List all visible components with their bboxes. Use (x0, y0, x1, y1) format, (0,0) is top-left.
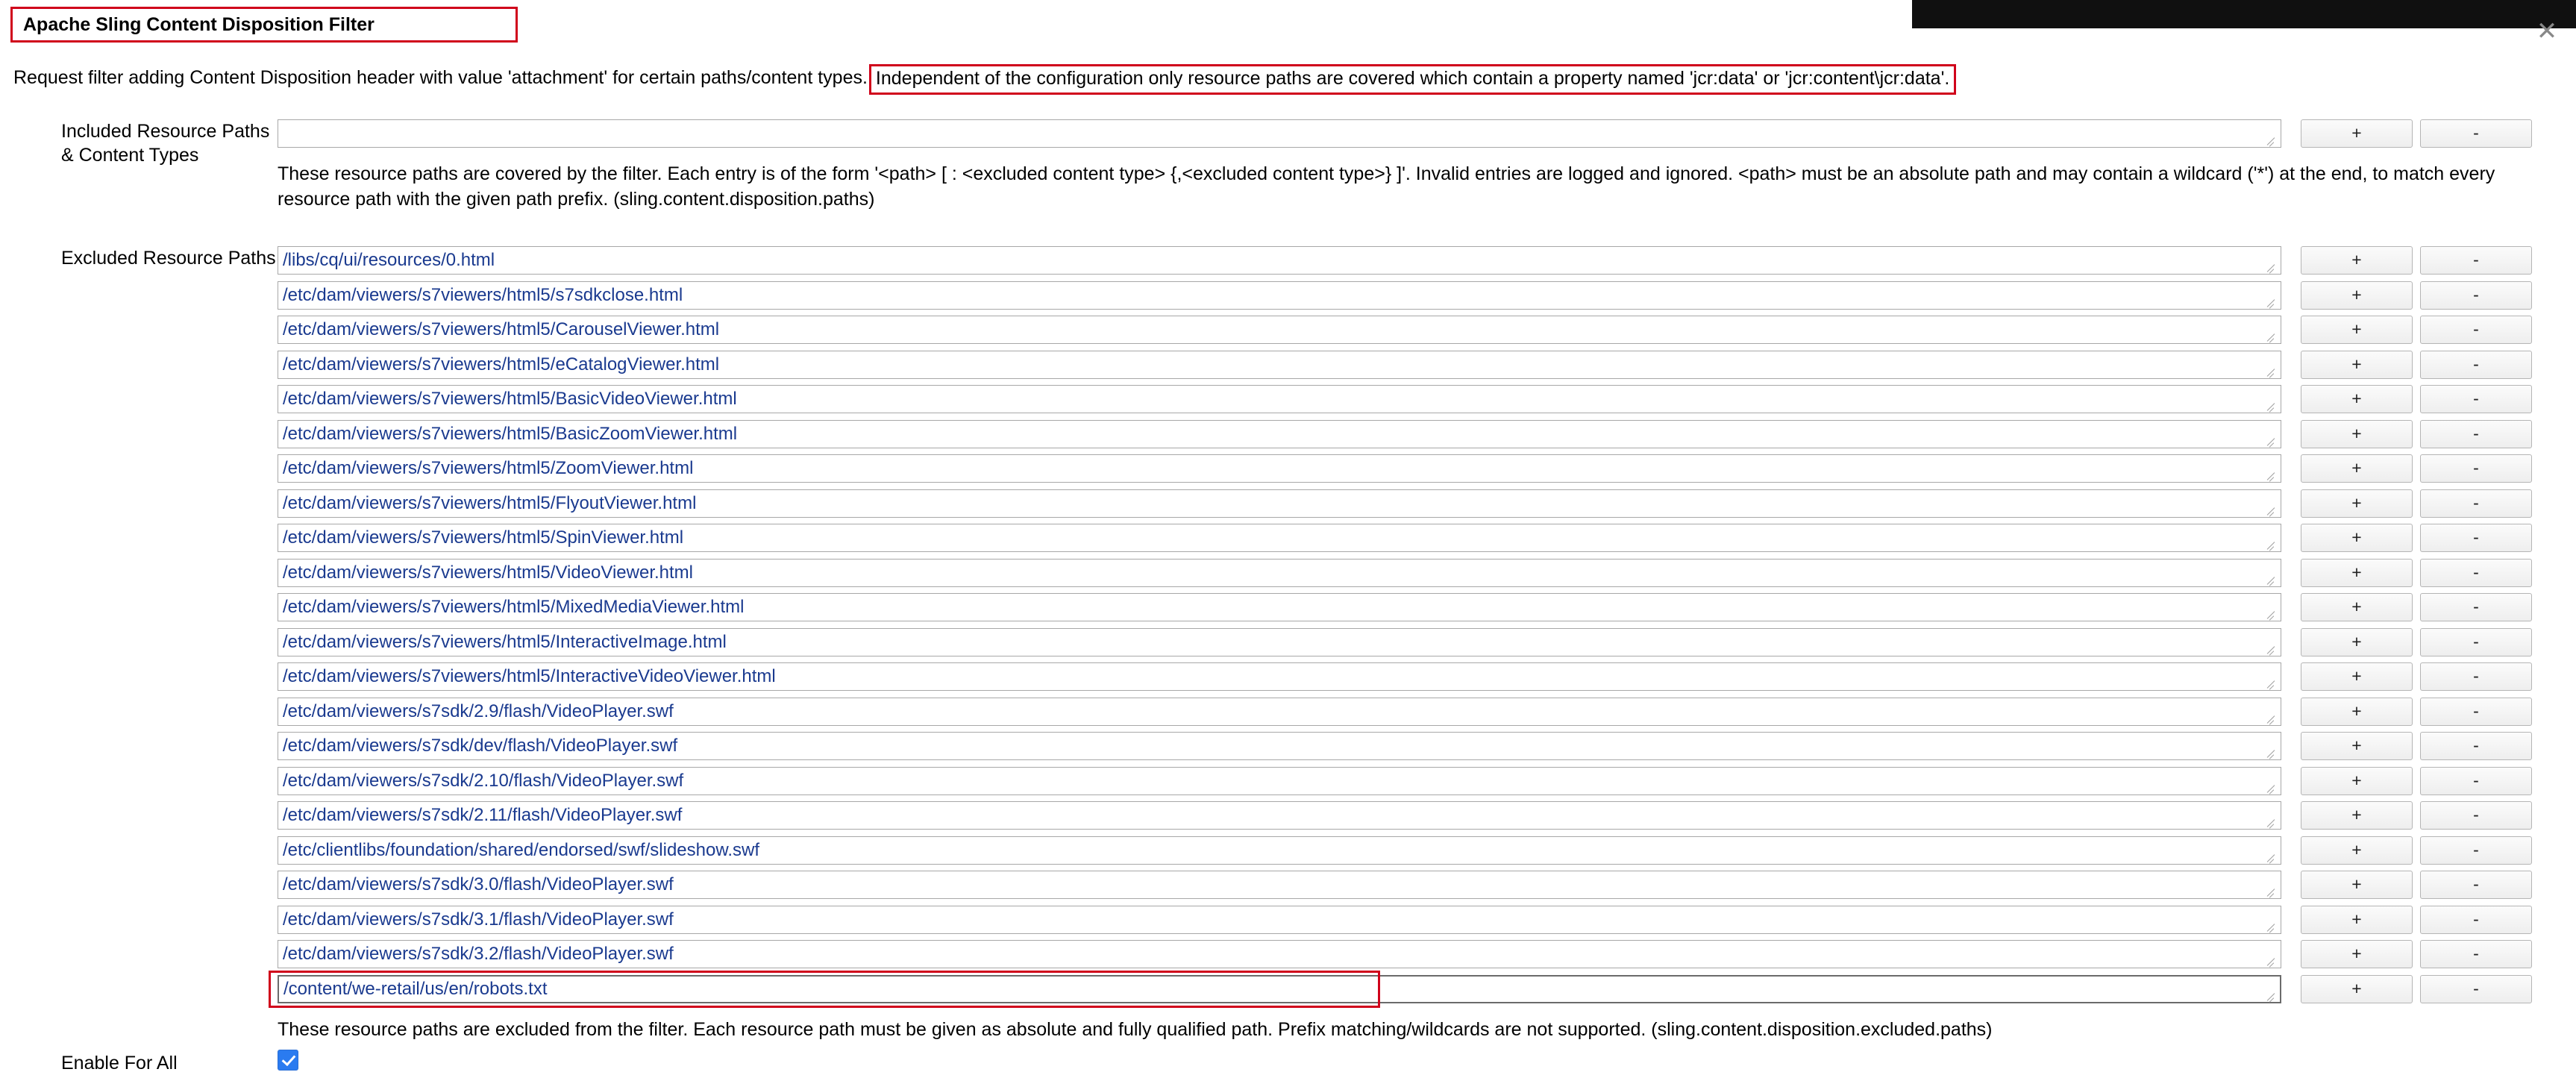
add-excluded-path-button[interactable]: + (2301, 593, 2413, 621)
remove-excluded-path-button[interactable]: - (2420, 489, 2532, 518)
add-excluded-path-button[interactable]: + (2301, 732, 2413, 760)
remove-excluded-path-button[interactable]: - (2420, 871, 2532, 899)
remove-excluded-path-button[interactable]: - (2420, 281, 2532, 310)
add-excluded-path-button[interactable]: + (2301, 698, 2413, 726)
excluded-path-input[interactable] (278, 559, 2281, 587)
page-title: Apache Sling Content Disposition Filter (23, 14, 375, 35)
field-row-included-paths (0, 119, 2576, 246)
add-excluded-path-button[interactable]: + (2301, 628, 2413, 656)
excluded-path-input[interactable] (278, 801, 2281, 830)
remove-excluded-path-button[interactable]: - (2420, 906, 2532, 934)
excluded-paths-row (278, 281, 2538, 316)
excluded-path-input[interactable] (278, 246, 2281, 275)
excluded-paths-row (278, 593, 2538, 627)
excluded-path-input[interactable] (278, 454, 2281, 483)
excluded-paths-label: Excluded Resource Paths (61, 248, 276, 269)
excluded-path-input[interactable] (278, 385, 2281, 413)
window-titlebar-fragment (1912, 0, 2576, 28)
excluded-path-input[interactable] (278, 732, 2281, 760)
add-excluded-path-button[interactable]: + (2301, 281, 2413, 310)
remove-excluded-path-button[interactable]: - (2420, 732, 2532, 760)
included-paths-input[interactable] (278, 119, 2281, 148)
excluded-paths-row (278, 975, 2538, 1009)
excluded-paths-row (278, 489, 2538, 524)
excluded-paths-row (278, 662, 2538, 697)
enable-for-all-label: Enable For All (61, 1053, 178, 1074)
add-excluded-path-button[interactable]: + (2301, 975, 2413, 1003)
remove-included-path-button[interactable]: - (2420, 119, 2532, 148)
excluded-paths-row (278, 767, 2538, 801)
add-excluded-path-button[interactable]: + (2301, 559, 2413, 587)
excluded-path-input[interactable] (278, 836, 2281, 865)
remove-excluded-path-button[interactable]: - (2420, 662, 2532, 691)
panel-title-highlight (10, 7, 518, 43)
panel-description-highlight: Independent of the configuration only resource paths are covered which contain a property named 'jcr:data' or 'jcr:content\jcr:data'. (869, 64, 1956, 95)
remove-excluded-path-button[interactable]: - (2420, 698, 2532, 726)
excluded-paths-row (278, 316, 2538, 350)
excluded-path-input[interactable] (278, 698, 2281, 726)
remove-excluded-path-button[interactable]: - (2420, 767, 2532, 795)
remove-excluded-path-button[interactable]: - (2420, 351, 2532, 379)
excluded-path-input[interactable] (278, 940, 2281, 968)
add-excluded-path-button[interactable]: + (2301, 871, 2413, 899)
excluded-path-input[interactable] (278, 593, 2281, 621)
remove-excluded-path-button[interactable]: - (2420, 246, 2532, 275)
excluded-paths-row (278, 246, 2538, 280)
excluded-paths-row (278, 420, 2538, 454)
excluded-path-input[interactable] (278, 975, 2281, 1003)
excluded-paths-row (278, 559, 2538, 593)
enable-for-all-checkbox[interactable] (278, 1050, 298, 1071)
included-paths-help: These resource paths are covered by the filter. Each entry is of the form '<path> [ : <excluded content type> {,<excluded content type>} ]'. Invalid entries are logged and ignored. <path> must be an absolute path and may contain a wildcard ('*') at the end, to match every resource path with the given path prefix. (sling.content.disposition.paths) (278, 163, 2495, 210)
excluded-paths-row (278, 732, 2538, 766)
add-excluded-path-button[interactable]: + (2301, 524, 2413, 552)
add-excluded-path-button[interactable]: + (2301, 420, 2413, 448)
excluded-paths-row (278, 628, 2538, 662)
excluded-paths-row (278, 454, 2538, 489)
panel-description-text: Request filter adding Content Disposition header with value 'attachment' for certain paths/content types. (13, 67, 868, 88)
excluded-paths-row (278, 940, 2538, 974)
add-included-path-button[interactable]: + (2301, 119, 2413, 148)
remove-excluded-path-button[interactable]: - (2420, 385, 2532, 413)
excluded-path-input[interactable] (278, 489, 2281, 518)
excluded-path-input[interactable] (278, 316, 2281, 344)
field-row-excluded-paths (0, 246, 2576, 1050)
add-excluded-path-button[interactable]: + (2301, 801, 2413, 830)
excluded-path-input[interactable] (278, 906, 2281, 934)
add-excluded-path-button[interactable]: + (2301, 385, 2413, 413)
included-paths-label: Included Resource Paths & Content Types (61, 121, 270, 166)
remove-excluded-path-button[interactable]: - (2420, 420, 2532, 448)
excluded-path-input[interactable] (278, 662, 2281, 691)
add-excluded-path-button[interactable]: + (2301, 767, 2413, 795)
config-form (0, 119, 2576, 1074)
remove-excluded-path-button[interactable]: - (2420, 836, 2532, 865)
remove-excluded-path-button[interactable]: - (2420, 593, 2532, 621)
remove-excluded-path-button[interactable]: - (2420, 316, 2532, 344)
remove-excluded-path-button[interactable]: - (2420, 975, 2532, 1003)
excluded-path-input[interactable] (278, 628, 2281, 656)
excluded-path-input[interactable] (278, 524, 2281, 552)
add-excluded-path-button[interactable]: + (2301, 246, 2413, 275)
excluded-path-input[interactable] (278, 351, 2281, 379)
remove-excluded-path-button[interactable]: - (2420, 524, 2532, 552)
excluded-paths-row (278, 906, 2538, 940)
excluded-path-input[interactable] (278, 420, 2281, 448)
excluded-path-input[interactable] (278, 281, 2281, 310)
excluded-paths-row (278, 524, 2538, 558)
add-excluded-path-button[interactable]: + (2301, 351, 2413, 379)
add-excluded-path-button[interactable]: + (2301, 940, 2413, 968)
remove-excluded-path-button[interactable]: - (2420, 559, 2532, 587)
add-excluded-path-button[interactable]: + (2301, 662, 2413, 691)
excluded-paths-row (278, 801, 2538, 836)
add-excluded-path-button[interactable]: + (2301, 454, 2413, 483)
panel-description (13, 64, 2550, 94)
close-icon[interactable]: ✕ (2536, 16, 2558, 46)
add-excluded-path-button[interactable]: + (2301, 836, 2413, 865)
excluded-path-input[interactable] (278, 767, 2281, 795)
excluded-paths-row (278, 351, 2538, 385)
add-excluded-path-button[interactable]: + (2301, 906, 2413, 934)
remove-excluded-path-button[interactable]: - (2420, 454, 2532, 483)
excluded-paths-row (278, 698, 2538, 732)
excluded-paths-help: These resource paths are excluded from the filter. Each resource path must be given as absolute and fully qualified path. Prefix matching/wildcards are not supported. (sling.content.disposition.excluded.paths) (278, 1019, 1993, 1040)
add-excluded-path-button[interactable]: + (2301, 316, 2413, 344)
add-excluded-path-button[interactable]: + (2301, 489, 2413, 518)
remove-excluded-path-button[interactable]: - (2420, 801, 2532, 830)
excluded-paths-row (278, 385, 2538, 419)
excluded-paths-row (278, 871, 2538, 905)
excluded-path-input[interactable] (278, 871, 2281, 899)
remove-excluded-path-button[interactable]: - (2420, 940, 2532, 968)
excluded-paths-row (278, 836, 2538, 871)
remove-excluded-path-button[interactable]: - (2420, 628, 2532, 656)
